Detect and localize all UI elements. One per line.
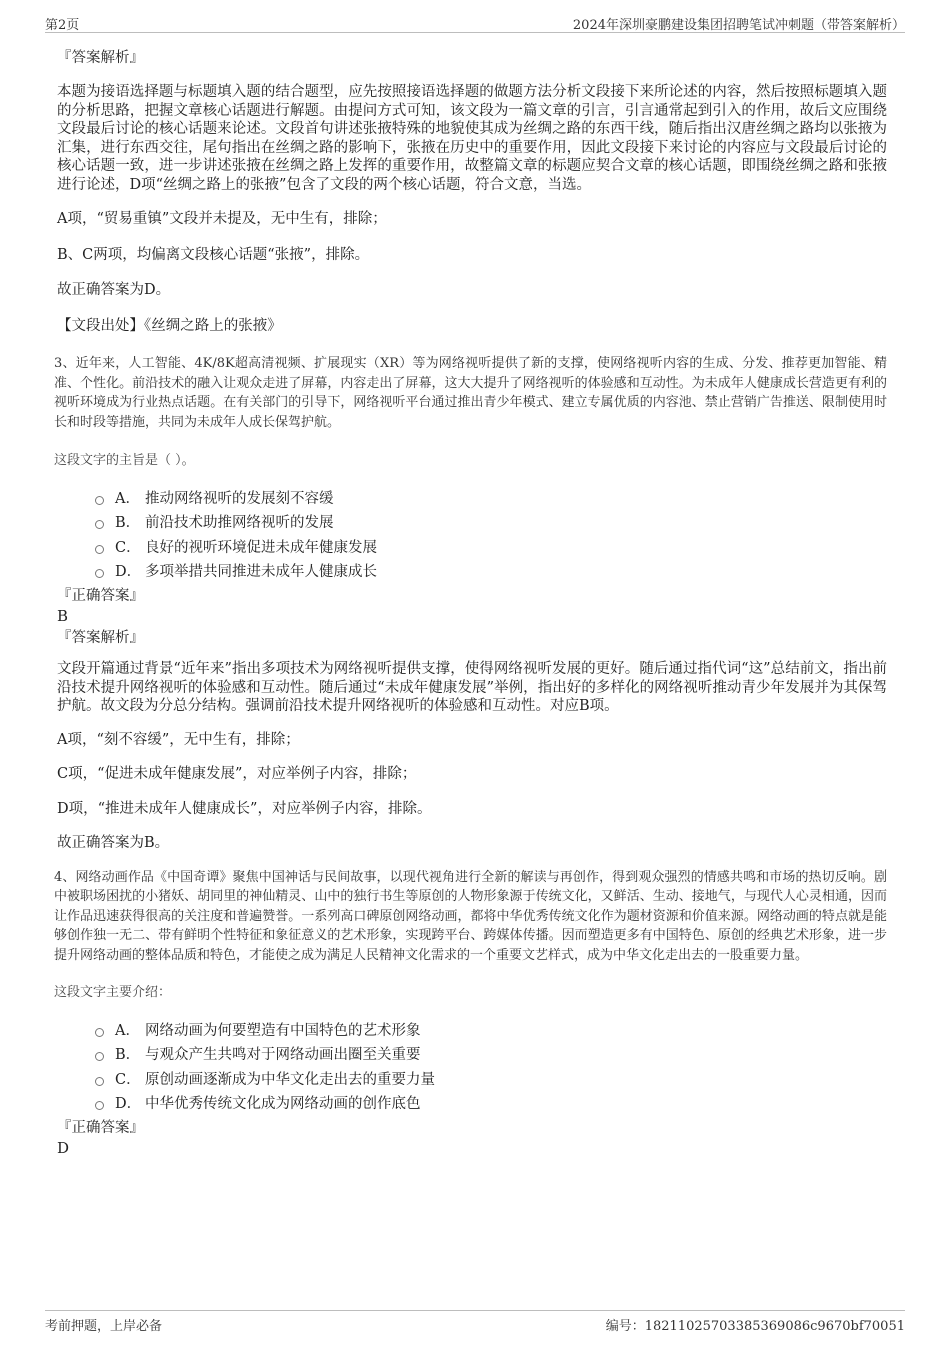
q3-option-d[interactable]: D． 多项举措共同推进未成年人健康成长 [95, 559, 887, 584]
radio-icon[interactable] [95, 1101, 104, 1110]
q4-question: 4、网络动画作品《中国奇谭》聚焦中国神话与民间故事，以现代视角进行全新的解读与再创作，得到观众强烈的情感共鸣和市场的热切反响。剧中被职场困扰的小猪妖、胡同里的神仙精灵、山中的独行书生等原创的人物形象源于传统文化，又鲜活、生动、接地气，与现代人心灵相通，因而让作品迅速获得很高的关注度和普遍赞誉。一系列高口碑原创网络动画，都将中华优秀传统文化作为题材资源和价值来源。网络动画的特点就是能够创作独一无二、带有鲜明个性特征和象征意义的艺术形象，实现跨平台、跨媒体传播。因而塑造更多有中国特色、原创的经典艺术形象，进一步提升网络动画的整体品质和特色，才能使之成为满足人民精神文化需求的一个重要文艺样式，成为中华文化走出去的一股重要力量。 [54, 869, 887, 963]
footer-slogan: 考前押题，上岸必备 [45, 1319, 163, 1334]
q4-option-a[interactable]: A． 网络动画为何要塑造有中国特色的艺术形象 [95, 1017, 887, 1042]
page-footer [45, 1310, 905, 1335]
radio-icon[interactable] [95, 1052, 104, 1061]
q2-source: 【文段出处】《丝绸之路上的张掖》 [57, 317, 282, 334]
q4-answer: D [57, 1139, 70, 1157]
q3-question: 3、近年来，人工智能、4K/8K超高清视频、扩展现实（XR）等为网络视听提供了新的支撑，使网络视听内容的生成、分发、推荐更加智能、精准、个性化。前沿技术的融入让观众走进了屏幕，内容走出了屏幕，这大大提升了网络视听的体验感和互动性。为未成年人健康成长营造更有利的视听环境成为行业热点话题。在有关部门的引导下，网络视听平台通过推出青少年模式、建立专属优质的内容池、禁止营销广告推送、限制使用时长和时段等措施，共同为未成年人成长保驾护航。 [54, 356, 887, 430]
q3-explain-label: 『答案解析』 [57, 630, 144, 646]
q3-option-a[interactable]: A． 推动网络视听的发展刻不容缓 [95, 485, 887, 510]
q2-explain-label: 『答案解析』 [57, 50, 144, 66]
q3-options [95, 485, 887, 583]
q3-line-a: A项，“刻不容缓”，无中生有，排除； [57, 731, 300, 748]
radio-icon[interactable] [95, 496, 104, 505]
q3-line-c: C项，“促进未成年健康发展”，对应举例子内容，排除； [57, 766, 417, 782]
document-title: 2024年深圳豪鹏建设集团招聘笔试冲刺题（带答案解析） [572, 18, 905, 33]
q3-answer-label: 『正确答案』 [57, 588, 144, 604]
radio-icon[interactable] [95, 545, 104, 554]
q3-answer: B [57, 607, 69, 625]
q2-line-a: A项，“贸易重镇”文段并未提及，无中生有，排除； [57, 211, 387, 227]
page-number: 第2页 [45, 18, 80, 33]
page-header [45, 12, 905, 33]
radio-icon[interactable] [95, 569, 104, 578]
q3-line-d: D项，“推进未成年人健康成长”，对应举例子内容，排除。 [57, 800, 432, 817]
radio-icon[interactable] [95, 520, 104, 529]
q4-options [95, 1017, 887, 1115]
q3-conclusion: 故正确答案为B。 [57, 835, 170, 851]
q4-answer-label: 『正确答案』 [57, 1120, 144, 1136]
q2-conclusion: 故正确答案为D。 [57, 282, 171, 298]
radio-icon[interactable] [95, 1077, 104, 1086]
q4-option-b[interactable]: B． 与观众产生共鸣对于网络动画出圈至关重要 [95, 1042, 887, 1067]
q3-prompt: 这段文字的主旨是（ ）。 [54, 453, 195, 468]
page-content [54, 44, 887, 1158]
q4-option-c[interactable]: C． 原创动画逐渐成为中华文化走出去的重要力量 [95, 1066, 887, 1091]
q2-explain-text: 本题为接语选择题与标题填入题的结合题型，应先按照接语选择题的做题方法分析文段接下来所论述的内容，然后按照标题填入题的分析思路，把握文章核心话题进行解题。由提问方式可知，该文段为一篇文章的引言，引言通常起到引入的作用，故后文应围绕文段最后讨论的核心话题来论述。文段首句讲述张掖特殊的地貌使其成为丝绸之路的东西干线，随后指出汉唐丝绸之路均以张掖为汇集，进行东西交往，尾句指出在丝绸之路的影响下，张掖在历史中的重要作用，因此文段接下来讨论的内容应与文段最后讨论的核心话题一致，进一步讲述张掖在丝绸之路上发挥的重要作用，故整篇文章的标题应契合文章的核心话题，即围绕丝绸之路和张掖进行论述，D项“丝绸之路上的张掖”包含了文段的两个核心话题，符合文意，当选。 [57, 84, 887, 193]
q2-line-bc: B、C两项，均偏离文段核心话题“张掖”，排除。 [57, 246, 370, 263]
q3-explain-text: 文段开篇通过背景“近年来”指出多项技术为网络视听提供支撑，使得网络视听发展的更好。随后通过指代词“这”总结前文，指出前沿技术提升网络视听的体验感和互动性。随后通过“未成年健康发展”举例，指出好的多样化的网络视听推动青少年发展并为其保驾护航。故文段为分总分结构。强调前沿技术提升网络视听的体验感和互动性。对应B项。 [57, 661, 887, 714]
q4-option-d[interactable]: D． 中华优秀传统文化成为网络动画的创作底色 [95, 1091, 887, 1116]
q3-option-b[interactable]: B． 前沿技术助推网络视听的发展 [95, 510, 887, 535]
radio-icon[interactable] [95, 1028, 104, 1037]
q4-prompt: 这段文字主要介绍： [54, 985, 172, 1000]
q3-option-c[interactable]: C． 良好的视听环境促进未成年健康发展 [95, 534, 887, 559]
document-id: 编号：18211025703385369086c9670bf70051 [605, 1319, 905, 1334]
